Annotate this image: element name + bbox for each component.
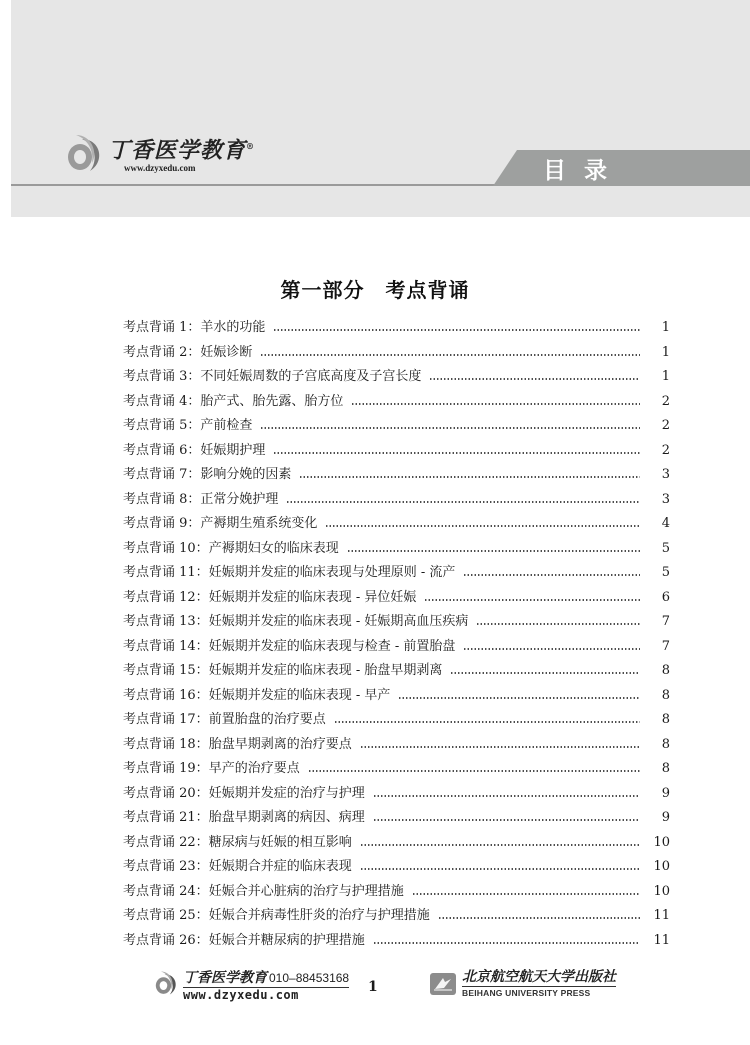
toc-entry-label: 考点背诵 1：: [123, 320, 201, 336]
dot-leader: [347, 550, 640, 552]
toc-entry-page: 7: [661, 638, 670, 654]
toc-entry-title: 产褥期生殖系统变化: [200, 516, 318, 532]
dot-leader: [299, 476, 640, 478]
toc-entry-page: 1: [661, 344, 670, 360]
toc-entry-label: 考点背诵 20：: [123, 785, 209, 801]
toc-entry[interactable]: [123, 880, 670, 905]
toc-entry[interactable]: [123, 929, 670, 954]
dot-leader: [438, 917, 640, 919]
toc-entry[interactable]: [123, 512, 670, 537]
toc-entry-title: 妊娠合并糖尿病的护理措施: [208, 932, 365, 948]
toc-entry-label: 考点背诵 23：: [123, 859, 209, 875]
toc-entry-title: 妊娠期护理: [200, 442, 266, 458]
toc-entry-page: 10: [653, 859, 670, 875]
toc-entry-title: 糖尿病与妊娠的相互影响: [208, 834, 352, 850]
toc-entry[interactable]: [123, 733, 670, 758]
toc-entry-title: 羊水的功能: [200, 320, 266, 336]
toc-entry-title: 妊娠合并心脏病的治疗与护理措施: [208, 883, 404, 899]
dot-leader: [463, 574, 640, 576]
toc-entry-title: 影响分娩的因素: [200, 467, 292, 483]
toc-entry-label: 考点背诵 17：: [123, 712, 209, 728]
toc-entry-page: 2: [661, 442, 670, 458]
table-of-contents: [123, 316, 670, 953]
toc-entry-label: 考点背诵 24：: [123, 883, 209, 899]
toc-entry-title: 妊娠期合并症的临床表现: [208, 859, 352, 875]
page-number: 1: [368, 979, 378, 995]
toc-entry-label: 考点背诵 21：: [123, 810, 209, 826]
toc-entry-label: 考点背诵 13：: [123, 614, 209, 630]
toc-entry[interactable]: [123, 806, 670, 831]
toc-entry[interactable]: [123, 610, 670, 635]
toc-entry[interactable]: [123, 708, 670, 733]
toc-entry-title: 产褥期妇女的临床表现: [208, 540, 339, 556]
toc-entry-page: 8: [661, 712, 670, 728]
dot-leader: [351, 403, 640, 405]
toc-entry[interactable]: [123, 537, 670, 562]
dot-leader: [260, 427, 640, 429]
toc-entry[interactable]: [123, 316, 670, 341]
toc-entry[interactable]: [123, 488, 670, 513]
brand-logo-icon: [152, 970, 180, 1000]
brand-url: www.dzyxedu.com: [124, 163, 196, 174]
toc-entry-label: 考点背诵 7：: [123, 467, 201, 483]
toc-entry-title: 不同妊娠周数的子宫底高度及子宫长度: [200, 369, 422, 385]
toc-entry-title: 妊娠期并发症的临床表现与处理原则 - 流产: [208, 565, 456, 581]
brand-logo-icon: [62, 133, 106, 173]
toc-entry-page: 4: [661, 516, 670, 532]
toc-entry-title: 妊娠合并病毒性肝炎的治疗与护理措施: [208, 908, 430, 924]
dot-leader: [325, 525, 640, 527]
toc-entry-label: 考点背诵 16：: [123, 687, 209, 703]
toc-entry-page: 10: [653, 883, 670, 899]
contents-title: 目录: [543, 157, 625, 184]
dot-leader: [429, 378, 640, 380]
toc-entry-label: 考点背诵 22：: [123, 834, 209, 850]
toc-entry-label: 考点背诵 4：: [123, 393, 201, 409]
toc-entry[interactable]: [123, 341, 670, 366]
toc-entry-page: 8: [661, 736, 670, 752]
toc-entry-label: 考点背诵 11：: [123, 565, 209, 581]
toc-entry[interactable]: [123, 684, 670, 709]
toc-entry[interactable]: [123, 831, 670, 856]
toc-entry[interactable]: [123, 463, 670, 488]
toc-entry-label: 考点背诵 25：: [123, 908, 209, 924]
toc-entry[interactable]: [123, 659, 670, 684]
toc-entry[interactable]: [123, 561, 670, 586]
toc-entry-page: 1: [661, 320, 670, 336]
toc-entry[interactable]: [123, 414, 670, 439]
toc-entry-page: 9: [661, 785, 670, 801]
toc-entry[interactable]: [123, 855, 670, 880]
toc-entry[interactable]: [123, 390, 670, 415]
toc-entry-title: 妊娠期并发症的临床表现 - 早产: [208, 687, 391, 703]
publisher-emblem-icon: [430, 973, 456, 995]
publisher-logo: [430, 969, 616, 998]
toc-entry-title: 妊娠期并发症的临床表现 - 异位妊娠: [208, 589, 417, 605]
dot-leader: [360, 746, 640, 748]
toc-entry-page: 7: [661, 614, 670, 630]
dot-leader: [476, 623, 640, 625]
toc-entry[interactable]: [123, 586, 670, 611]
toc-entry-label: 考点背诵 18：: [123, 736, 209, 752]
dot-leader: [398, 697, 640, 699]
toc-entry-label: 考点背诵 6：: [123, 442, 201, 458]
footer-url: www.dzyxedu.com: [183, 988, 299, 1002]
toc-entry[interactable]: [123, 782, 670, 807]
toc-entry-title: 妊娠诊断: [200, 344, 253, 360]
toc-entry-label: 考点背诵 19：: [123, 761, 209, 777]
toc-entry[interactable]: [123, 635, 670, 660]
toc-entry-title: 妊娠期并发症的临床表现与检查 - 前置胎盘: [208, 638, 456, 654]
toc-entry-page: 8: [661, 663, 670, 679]
toc-entry-label: 考点背诵 9：: [123, 516, 201, 532]
dot-leader: [273, 329, 640, 331]
toc-entry[interactable]: [123, 365, 670, 390]
footer-brand-name: 丁香医学教育: [183, 970, 267, 986]
toc-entry-title: 妊娠期并发症的临床表现 - 妊娠期高血压疾病: [208, 614, 469, 630]
toc-entry-label: 考点背诵 14：: [123, 638, 209, 654]
toc-entry-title: 妊娠期并发症的临床表现 - 胎盘早期剥离: [208, 663, 443, 679]
toc-entry-label: 考点背诵 12：: [123, 589, 209, 605]
dot-leader: [286, 501, 640, 503]
dot-leader: [424, 599, 640, 601]
toc-entry-page: 8: [661, 687, 670, 703]
publisher-name-cn: 北京航空航天大学出版社: [462, 969, 616, 985]
toc-entry-title: 早产的治疗要点: [208, 761, 300, 777]
brand-name: 丁香医学教育: [108, 137, 247, 164]
toc-entry-label: 考点背诵 5：: [123, 418, 201, 434]
toc-entry-page: 11: [653, 908, 670, 924]
toc-entry-page: 3: [661, 491, 670, 507]
section-title: 第一部分 考点背诵: [280, 278, 470, 302]
toc-entry-title: 正常分娩护理: [200, 491, 279, 507]
toc-entry-label: 考点背诵 2：: [123, 344, 201, 360]
dot-leader: [373, 795, 640, 797]
dot-leader: [412, 893, 640, 895]
toc-entry[interactable]: [123, 757, 670, 782]
contents-tab: [493, 150, 750, 186]
toc-entry[interactable]: [123, 904, 670, 929]
dot-leader: [308, 770, 640, 772]
toc-entry-page: 6: [661, 589, 670, 605]
publisher-name-en: BEIHANG UNIVERSITY PRESS: [462, 988, 591, 998]
toc-entry[interactable]: [123, 439, 670, 464]
dot-leader: [373, 942, 640, 944]
toc-entry-page: 8: [661, 761, 670, 777]
dot-leader: [273, 452, 640, 454]
toc-entry-title: 胎产式、胎先露、胎方位: [200, 393, 344, 409]
toc-entry-title: 胎盘早期剥离的病因、病理: [208, 810, 365, 826]
toc-entry-page: 3: [661, 467, 670, 483]
toc-entry-title: 前置胎盘的治疗要点: [208, 712, 326, 728]
toc-entry-title: 胎盘早期剥离的治疗要点: [208, 736, 352, 752]
toc-entry-page: 2: [661, 393, 670, 409]
toc-entry-label: 考点背诵 10：: [123, 540, 209, 556]
dot-leader: [260, 354, 640, 356]
dot-leader: [463, 648, 640, 650]
footer-phone: 010–88453168: [269, 971, 350, 985]
toc-entry-label: 考点背诵 3：: [123, 369, 201, 385]
toc-entry-label: 考点背诵 26：: [123, 932, 209, 948]
toc-entry-title: 妊娠期并发症的治疗与护理: [208, 785, 365, 801]
dot-leader: [373, 819, 640, 821]
toc-entry-page: 2: [661, 418, 670, 434]
dot-leader: [360, 844, 640, 846]
registered-mark: ®: [246, 141, 256, 151]
brand-logo: [62, 133, 255, 174]
toc-entry-page: 10: [653, 834, 670, 850]
toc-entry-page: 5: [661, 565, 670, 581]
toc-entry-label: 考点背诵 8：: [123, 491, 201, 507]
page-footer: [0, 965, 750, 1005]
toc-entry-page: 11: [653, 932, 670, 948]
toc-entry-page: 1: [661, 369, 670, 385]
dot-leader: [360, 868, 640, 870]
toc-entry-label: 考点背诵 15：: [123, 663, 209, 679]
footer-brand: [152, 967, 349, 1002]
dot-leader: [334, 721, 640, 723]
toc-entry-page: 9: [661, 810, 670, 826]
toc-entry-title: 产前检查: [200, 418, 253, 434]
dot-leader: [450, 672, 640, 674]
toc-entry-page: 5: [661, 540, 670, 556]
